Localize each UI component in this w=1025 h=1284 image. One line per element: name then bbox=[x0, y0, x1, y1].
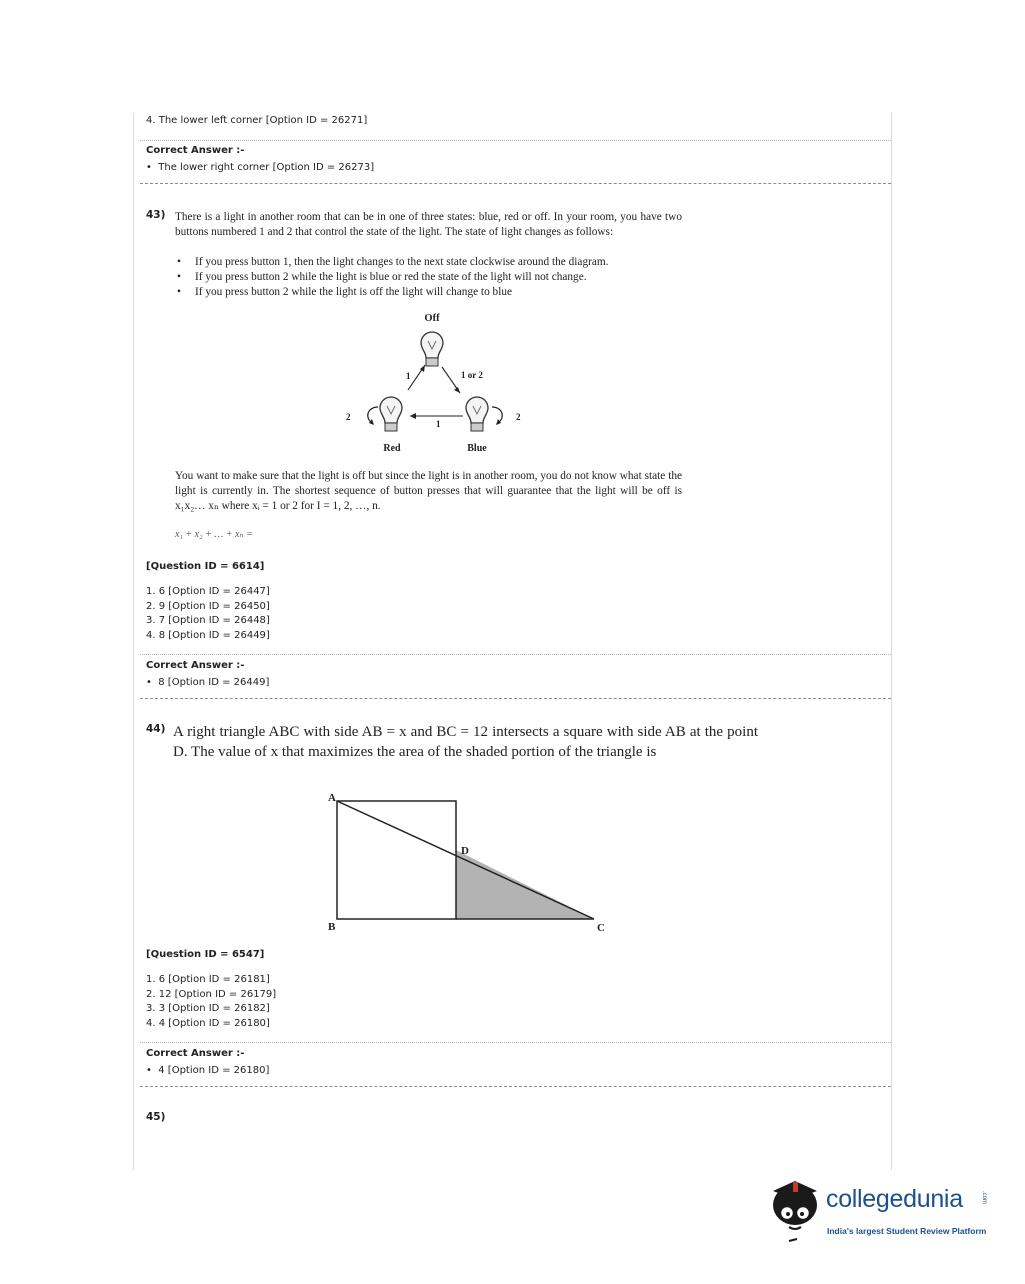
vertex-label-c: C bbox=[597, 922, 605, 934]
correct-answer: • 8 [Option ID = 26449] bbox=[146, 677, 270, 688]
collegedunia-logo bbox=[765, 1177, 995, 1247]
separator bbox=[140, 140, 891, 141]
vertex-label-a: A bbox=[328, 792, 336, 804]
logo-tagline: India's largest Student Review Platform bbox=[827, 1226, 987, 1236]
separator bbox=[140, 654, 891, 655]
question-number: 45) bbox=[146, 1111, 166, 1123]
bulb-off-icon bbox=[421, 332, 443, 366]
question-separator bbox=[140, 1086, 891, 1087]
logo-wordmark: collegedunia bbox=[826, 1185, 963, 1213]
correct-answer-label: Correct Answer :- bbox=[146, 145, 245, 156]
option-item: 4. 4 [Option ID = 26180] bbox=[146, 1017, 270, 1029]
rule-item: • If you press button 2 while the light is blue or red the state of the light will not change. bbox=[175, 270, 695, 285]
formula: x₁ + x₂ + … + xₙ = bbox=[175, 529, 253, 540]
option-item: 1. 6 [Option ID = 26181] bbox=[146, 974, 270, 985]
correct-answer-label: Correct Answer :- bbox=[146, 1048, 245, 1059]
rules-list bbox=[175, 255, 695, 299]
question-text: There is a light in another room that can be in one of three states: blue, red or off. In your room, you have two buttons numbered 1 and 2 that control the state of the light. The state of light changes as follows: bbox=[175, 211, 682, 238]
correct-answer-text: The lower right corner [Option ID = 26273] bbox=[158, 162, 375, 173]
question-number: 43) bbox=[146, 209, 166, 221]
state-label-off: Off bbox=[424, 313, 440, 324]
mascot-icon bbox=[765, 1177, 825, 1245]
question-id: [Question ID = 6547] bbox=[146, 949, 265, 960]
page-right-border bbox=[891, 113, 892, 1170]
loop-label: 2 bbox=[346, 412, 351, 422]
option-item: 2. 12 [Option ID = 26179] bbox=[146, 988, 277, 1000]
option-item: 3. 7 [Option ID = 26448] bbox=[146, 615, 270, 627]
option-item: 4. 8 [Option ID = 26449] bbox=[146, 629, 270, 641]
question-paragraph: You want to make sure that the light is off but since the light is in another room, you do not know what state the light is currently in. The shortest sequence of button presses that will guarantee that the light will be off is x₁x₂… xₙ where xᵢ = 1 or 2 for I = 1, 2, …, n. bbox=[175, 470, 682, 512]
logo-suffix: .com bbox=[981, 1191, 987, 1205]
option-item: 2. 9 [Option ID = 26450] bbox=[146, 600, 270, 612]
rule-item: • If you press button 2 while the light is off the light will change to blue bbox=[175, 285, 695, 300]
options-list bbox=[146, 973, 276, 1031]
options-list bbox=[146, 585, 270, 643]
state-label-red: Red bbox=[383, 443, 401, 454]
edge-label: 1 bbox=[436, 419, 441, 429]
question-separator bbox=[140, 183, 891, 184]
rule-item: • If you press button 1, then the light changes to the next state clockwise around the diagram. bbox=[175, 255, 695, 270]
question-text: A right triangle ABC with side AB = x and BC = 12 intersects a square with side AB at the point D. The value of x that maximizes the area of the shaded portion of the triangle is bbox=[173, 724, 758, 760]
triangle-square-diagram bbox=[320, 788, 615, 936]
state-label-blue: Blue bbox=[467, 443, 487, 454]
correct-answer-label: Correct Answer :- bbox=[146, 660, 245, 671]
option-item: 1. 6 [Option ID = 26447] bbox=[146, 586, 270, 597]
vertex-label-b: B bbox=[328, 921, 336, 933]
correct-answer: • The lower right corner [Option ID = 26273] bbox=[146, 162, 375, 173]
edge-label: 1 or 2 bbox=[461, 370, 483, 380]
state-diagram bbox=[330, 305, 540, 460]
prev-option-4: 4. The lower left corner [Option ID = 26271] bbox=[146, 115, 368, 126]
bulb-blue-icon bbox=[466, 397, 488, 431]
correct-answer-text: 4 [Option ID = 26180] bbox=[158, 1065, 270, 1076]
question-separator bbox=[140, 698, 891, 699]
page-left-border bbox=[133, 113, 134, 1170]
square bbox=[337, 801, 456, 919]
edge-label: 1 bbox=[406, 371, 411, 381]
separator bbox=[140, 1042, 891, 1043]
correct-answer: • 4 [Option ID = 26180] bbox=[146, 1065, 270, 1076]
question-number: 44) bbox=[146, 723, 166, 735]
shaded-region bbox=[456, 850, 594, 919]
vertex-label-d: D bbox=[461, 845, 469, 857]
question-id: [Question ID = 6614] bbox=[146, 561, 265, 572]
loop-red bbox=[368, 407, 378, 423]
bulb-red-icon bbox=[380, 397, 402, 431]
option-item: 3. 3 [Option ID = 26182] bbox=[146, 1003, 270, 1015]
loop-label: 2 bbox=[516, 412, 521, 422]
correct-answer-text: 8 [Option ID = 26449] bbox=[158, 677, 270, 688]
loop-blue bbox=[492, 407, 502, 423]
